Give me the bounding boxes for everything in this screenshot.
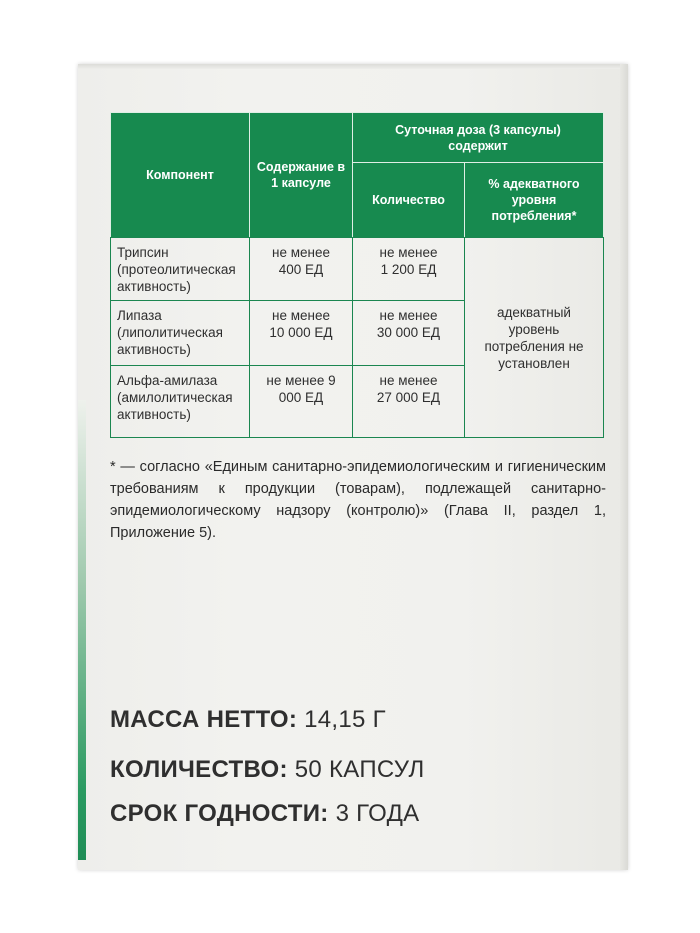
table-adequate-merged-cell [464,237,604,438]
spec-net-weight-value: 14,15 Г [304,706,386,733]
header-daily-dose [352,112,604,163]
adequate-value-text: адекватный уровень потребления не установлен [484,304,584,371]
header-adequate-percent [464,162,604,238]
spec-shelf-life [110,800,419,828]
spec-shelf-life-label: СРОК ГОДНОСТИ: [110,800,329,827]
footnote-text: * — согласно «Единым санитарно-эпидемиологическим и гигиеническим требованиям к продукции (товарам), подлежащей санитарно-эпидемиологическому надзору (контролю)» (Глава II, раздел 1, Приложение 5). [110,459,606,541]
box-top-edge [78,64,628,69]
nutrition-table [110,112,604,438]
header-per-capsule [249,112,353,238]
table-row-1-per-capsule [249,237,353,301]
row-1-per-capsule-text: не менее 400 ЕД [272,245,330,277]
table-row-1-quantity [352,237,465,301]
header-daily-dose-label: Суточная доза (3 капсулы) содержит [395,122,561,153]
table-row-2-per-capsule [249,300,353,366]
row-3-per-capsule-text: не менее 9 000 ЕД [266,373,336,405]
table-row-2-component [110,300,250,366]
row-1-component-text: Трипсин (протеолитическая активность) [117,245,236,294]
header-quantity-label: Количество [372,193,445,207]
table-row-3-quantity [352,365,465,438]
row-3-component-text: Альфа-амилаза (амилолитическая активность) [117,373,233,422]
spec-net-weight-label: МАССА НЕТТО: [110,706,298,733]
header-adequate-percent-label: % адекватного уровня потребления* [488,177,580,223]
table-row-1-component [110,237,250,301]
spec-quantity-label: КОЛИЧЕСТВО: [110,756,288,783]
spec-net-weight [110,706,386,734]
header-quantity [352,162,465,238]
header-per-capsule-label: Содержание в 1 капсуле [256,160,346,190]
row-2-per-capsule-text: не менее 10 000 ЕД [269,308,333,340]
spec-quantity-value: 50 КАПСУЛ [294,756,425,783]
box-green-edge-stripe [78,400,86,860]
header-component [110,112,250,238]
table-row-3-per-capsule [249,365,353,438]
box-right-edge [620,64,628,870]
header-component-label: Компонент [146,168,214,182]
row-1-quantity-text: не менее 1 200 ЕД [379,245,438,277]
table-row-2-quantity [352,300,465,366]
row-2-component-text: Липаза (липолитическая активность) [117,308,223,357]
row-3-quantity-text: не менее 27 000 ЕД [376,373,441,405]
spec-quantity [110,756,425,784]
table-row-3-component [110,365,250,438]
row-2-quantity-text: не менее 30 000 ЕД [376,308,441,340]
spec-shelf-life-value: 3 ГОДА [335,800,420,827]
